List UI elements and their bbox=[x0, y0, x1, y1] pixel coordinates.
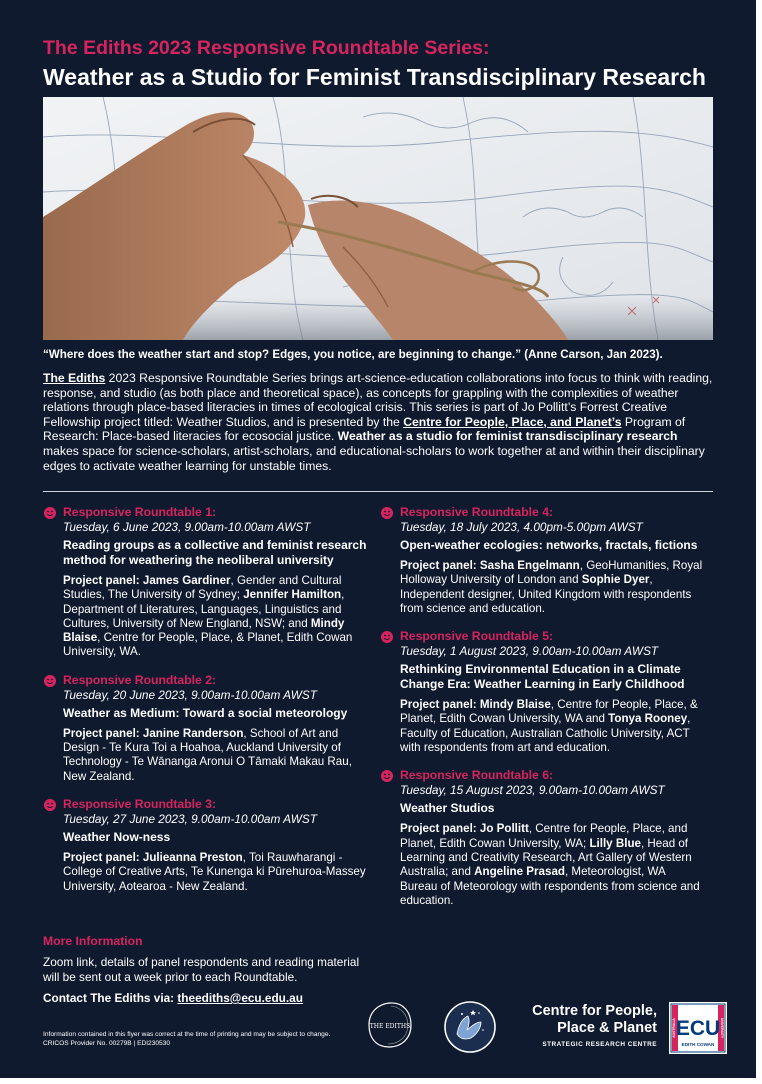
roundtable-heading: Responsive Roundtable 6: bbox=[400, 768, 554, 783]
centre-logo-line2: Place & Planet bbox=[557, 1020, 657, 1036]
main-title: Weather as a Studio for Feminist Transdisciplinary Research bbox=[43, 64, 706, 90]
roundtables-right-column bbox=[380, 505, 705, 921]
centre-logo-line3: STRATEGIC RESEARCH CENTRE bbox=[542, 1041, 657, 1048]
section-divider bbox=[43, 491, 713, 492]
roundtable-date: Tuesday, 15 August 2023, 9.00am-10.00am AWST bbox=[400, 783, 665, 798]
contact-line bbox=[43, 991, 303, 1005]
contact-label: Contact The Ediths via: bbox=[43, 991, 178, 1005]
panel-run: , Department of Literatures, Languages, Linguistics and Cultures, University of New England, NSW; and bbox=[63, 588, 345, 630]
roundtable-3 bbox=[43, 797, 368, 894]
roundtable-date: Tuesday, 1 August 2023, 9.00am-10.00am AWST bbox=[400, 644, 659, 659]
panel-run: , Centre for People, Place, and Planet, Edith Cowan University, WA; bbox=[400, 822, 688, 850]
smiley-icon bbox=[43, 674, 57, 688]
panel-run: , Independent designer, United Kingdom with respondents from science and education. bbox=[400, 573, 692, 615]
panel-run: , Toi Rauwharangi - College of Creative Arts, Te Kunenga ki Pūrehuroa-Massey University, Aotearoa - New Zealand. bbox=[63, 850, 366, 893]
roundtable-heading: Responsive Roundtable 4: bbox=[400, 505, 554, 519]
roundtable-title: Rethinking Environmental Education in a Climate Change Era: Weather Learning in Early Childhood bbox=[400, 662, 685, 692]
panel-label: Project panel: bbox=[63, 850, 143, 864]
roundtable-5 bbox=[380, 629, 705, 755]
roundtable-title: Weather as Medium: Toward a social meteorology bbox=[63, 705, 348, 720]
roundtable-panel bbox=[400, 559, 705, 616]
panel-run: , Head of Learning and Creativity Research, Art Gallery of Western Australia; and bbox=[400, 836, 692, 879]
roundtables-left-column bbox=[43, 505, 368, 907]
centre-logo-line1: Centre for People, bbox=[532, 1003, 657, 1019]
smiley-icon bbox=[380, 506, 394, 520]
panel-run: Angeline Prasad bbox=[474, 865, 565, 879]
ecu-main-text: ECU bbox=[675, 1017, 721, 1040]
the-ediths-logo bbox=[366, 1000, 414, 1050]
intro-text-1: 2023 Responsive Roundtable Series brings art-science-education collaborations into focus to think with reading, response, and studio (as both place and theoretical space), as concepts for grappling with the complexities of weather relations through place-based literacies in times of ecological crisis. This series is part of Jo Pollitt’s Forrest Creative Fellowship project titled: Weather Studios, and is presented by the bbox=[43, 371, 713, 429]
roundtable-heading: Responsive Roundtable 5: bbox=[400, 629, 554, 644]
ecu-side-right-text: UNIVERSITY bbox=[720, 1017, 724, 1039]
the-ediths-link[interactable]: The Ediths bbox=[43, 371, 106, 385]
email-link[interactable]: theediths@ecu.edu.au bbox=[177, 991, 303, 1005]
roundtable-panel bbox=[63, 851, 368, 894]
panel-run: Julieanna Preston bbox=[142, 850, 243, 864]
roundtable-title: Reading groups as a collective and feminist research method for weathering the neoliberal university bbox=[63, 538, 367, 567]
panel-run: Jennifer Hamilton bbox=[243, 588, 342, 602]
roundtable-4 bbox=[380, 505, 705, 616]
panel-run: Mindy Blaise bbox=[63, 616, 345, 645]
roundtable-date: Tuesday, 18 July 2023, 4.00pm-5.00pm AWST bbox=[400, 520, 643, 534]
panel-run: Sasha Engelmann bbox=[479, 559, 580, 572]
panel-run: Mindy Blaise bbox=[479, 698, 551, 712]
centre-logo bbox=[515, 1003, 657, 1048]
roundtable-panel bbox=[63, 727, 368, 784]
panel-run: Lilly Blue bbox=[589, 836, 641, 850]
hero-photo bbox=[43, 97, 713, 340]
roundtable-6 bbox=[380, 768, 705, 908]
panel-run: , Faculty of Education, Australian Catholic University, ACT with respondents from art and education. bbox=[400, 712, 691, 755]
smiley-icon bbox=[43, 798, 57, 812]
panel-label: Project panel: bbox=[400, 698, 480, 712]
roundtable-date: Tuesday, 27 June 2023, 9.00am-10.00am AWST bbox=[63, 811, 317, 826]
intro-bold-phrase: Weather as a studio for feminist transdisciplinary research bbox=[337, 429, 678, 444]
roundtable-panel bbox=[400, 698, 705, 755]
panel-run: , GeoHumanities, Royal Holloway University of London and bbox=[400, 559, 703, 587]
panel-run: , Centre for People, Place, & Planet, Edith Cowan University, WA and bbox=[400, 698, 698, 726]
roundtable-1 bbox=[43, 505, 368, 660]
smiley-icon bbox=[380, 630, 394, 644]
panel-run: , Centre for People, Place, & Planet, Edith Cowan University, WA. bbox=[63, 631, 353, 659]
panel-run: Jo Pollitt bbox=[479, 822, 529, 836]
weather-map-hands-image bbox=[43, 97, 713, 340]
intro-text-2: Program of Research: Place-based literacies for ecosocial justice. bbox=[43, 414, 686, 444]
panel-run: Janine Randerson bbox=[142, 726, 244, 740]
roundtable-date: Tuesday, 20 June 2023, 9.00am-10.00am AWST bbox=[63, 687, 317, 702]
roundtable-heading: Responsive Roundtable 1: bbox=[63, 505, 217, 519]
disclaimer: Information contained in this flyer was correct at the time of printing and may be subject to change. CRICOS Provider No. 00279B | EDI230530 bbox=[43, 1031, 331, 1047]
panel-label: Project panel: bbox=[400, 822, 480, 836]
roundtable-title: Weather Now-ness bbox=[63, 829, 171, 844]
centre-link[interactable]: Centre for People, Place, and Planet’s bbox=[403, 414, 622, 429]
panel-label: Project panel: bbox=[400, 559, 480, 572]
series-title: The Ediths 2023 Responsive Roundtable Series: bbox=[43, 37, 490, 59]
roundtable-title: Open-weather ecologies: networks, fractals, fictions bbox=[400, 538, 698, 552]
smiley-icon bbox=[43, 506, 57, 520]
roundtable-date: Tuesday, 6 June 2023, 9.00am-10.00am AWST bbox=[63, 520, 311, 534]
panel-label: Project panel: bbox=[63, 726, 143, 740]
roundtable-panel bbox=[400, 822, 705, 908]
panel-run: , Gender and Cultural Studies, The University of Sydney; bbox=[63, 574, 342, 602]
hands-circle-logo bbox=[443, 1000, 497, 1054]
ecu-side-left-text: AUSTRALIA bbox=[672, 1018, 676, 1038]
roundtable-heading: Responsive Roundtable 2: bbox=[63, 672, 217, 687]
ediths-logo-text: THE EDITHS bbox=[369, 1023, 411, 1030]
more-info-text: Zoom link, details of panel respondents and reading material will be sent out a week prior to each Roundtable. bbox=[43, 955, 360, 984]
ecu-sub-text: EDITH COWAN bbox=[681, 1042, 715, 1047]
panel-run: , Meteorologist, WA Bureau of Meteorology with respondents from science and education. bbox=[400, 865, 700, 907]
roundtable-title: Weather Studios bbox=[400, 801, 495, 816]
ecu-logo bbox=[669, 1002, 727, 1054]
panel-run: , School of Art and Design - Te Kura Toi a Hoahoa, Auckland University of Technology - Te Wānanga Aronui O Tāmaki Makau Rau, New Zealand. bbox=[63, 726, 352, 783]
intro-paragraph bbox=[43, 371, 715, 473]
roundtable-heading: Responsive Roundtable 3: bbox=[63, 796, 217, 811]
panel-run: Tonya Rooney bbox=[608, 712, 688, 726]
anne-carson-quote: “Where does the weather start and stop? Edges, you notice, are beginning to change.” (Anne Carson, Jan 2023). bbox=[43, 348, 663, 361]
roundtable-2 bbox=[43, 673, 368, 784]
roundtable-panel bbox=[63, 574, 368, 660]
more-info-heading: More Information bbox=[43, 934, 143, 948]
intro-text-3: makes space for science-scholars, artist-scholars, and educational-scholars to work together at and within their disciplinary edges to activate weather learning for unstable times. bbox=[43, 443, 705, 473]
panel-run: Sophie Dyer bbox=[581, 573, 650, 587]
panel-label: Project panel: bbox=[63, 574, 143, 587]
smiley-icon bbox=[380, 769, 394, 783]
panel-run: James Gardiner bbox=[142, 574, 231, 587]
